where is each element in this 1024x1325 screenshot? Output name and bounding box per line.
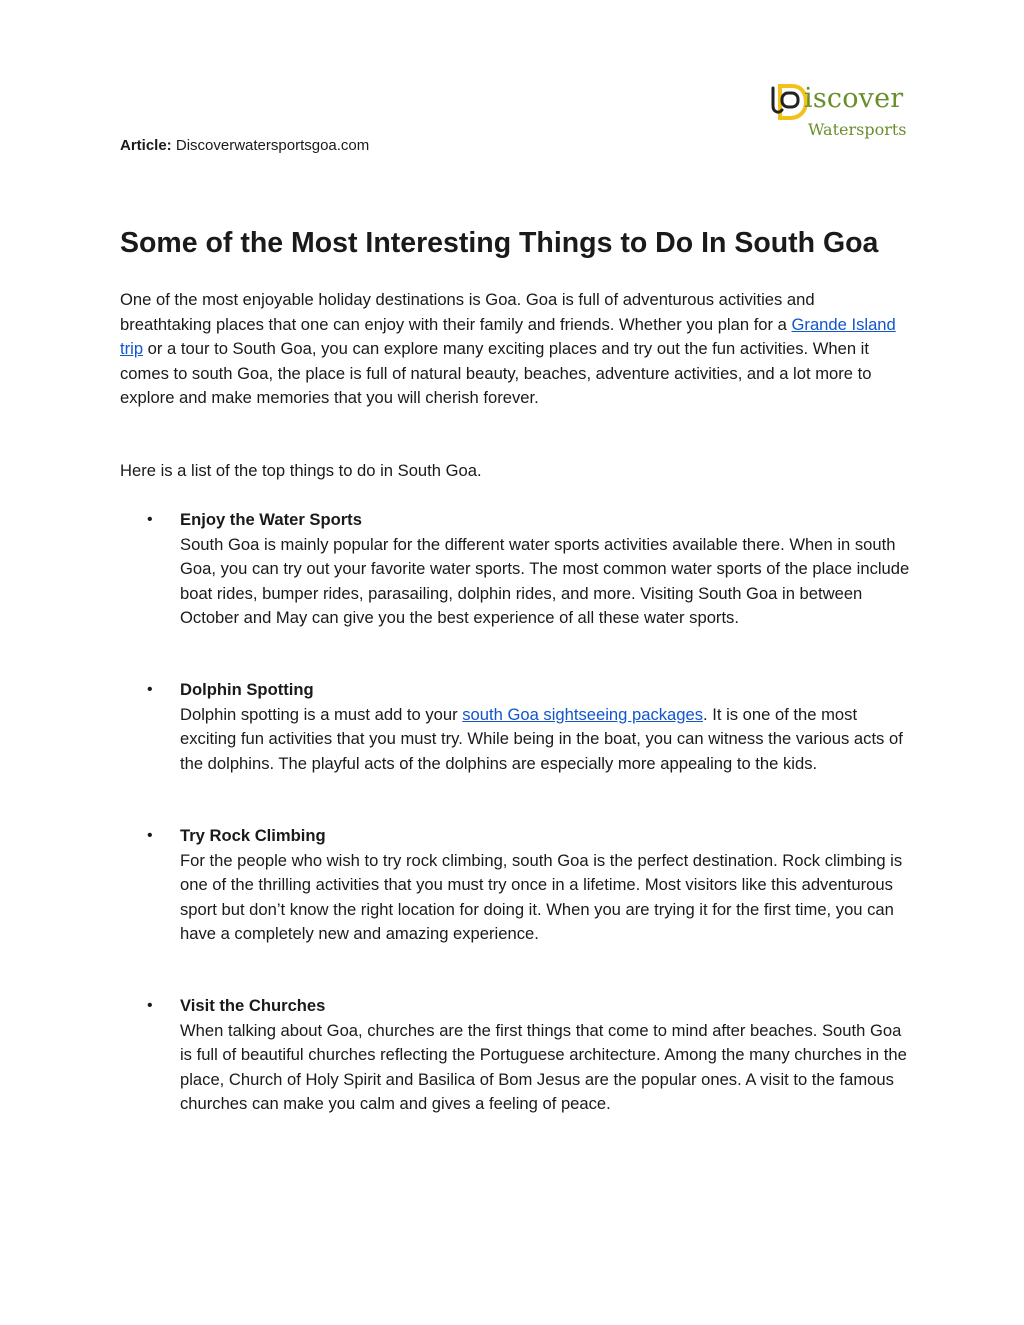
list-item	[147, 824, 915, 947]
discover-watersports-logo	[768, 82, 918, 148]
intro-text-after-link: or a tour to South Goa, you can explore many exciting places and try out the fun activities. When it comes to south Goa, the place is full of natural beauty, beaches, adventure activities, and a lot more to explore and make memories that you will cherish forever.	[120, 339, 872, 408]
list-item-text-after-link: . It is one of the most exciting fun activities that you must try. While being in the boat, you can witness the various acts of the dolphins. The playful acts of the dolphins are especially more appealing to the kids.	[180, 704, 903, 773]
list-item-text: When talking about Goa, churches are the first things that come to mind after beaches. South Goa is full of beautiful churches reflecting the Portuguese architecture. Among the many churches in the place, Church of Holy Spirit and Basilica of Bom Jesus are the popular ones. A visit to the famous churches can make you calm and gives a feeling of peace.	[180, 1020, 907, 1114]
list-item-title: Dolphin Spotting	[180, 680, 314, 699]
logo-wordmark: iscover	[804, 83, 904, 114]
list-item-text	[180, 703, 915, 777]
article-label: Article:	[120, 137, 172, 154]
list-item-text-before-link: Dolphin spotting is a must add to your	[180, 704, 463, 724]
bullet-icon: •	[147, 997, 153, 1014]
list-item-title: Enjoy the Water Sports	[180, 510, 362, 529]
bullet-icon: •	[147, 681, 153, 698]
list-item-title: Try Rock Climbing	[180, 826, 326, 845]
list-intro-paragraph: Here is a list of the top things to do in South Goa.	[120, 461, 482, 480]
list-item-text: For the people who wish to try rock climbing, south Goa is the perfect destination. Rock climbing is one of the thrilling activities that you must try once in a lifetime. Most visitors like this adventurous sport but don’t know the right location for doing it. When you are trying it for the first time, you can have a completely new and amazing experience.	[180, 850, 903, 944]
article-source: Discoverwatersportsgoa.com	[175, 137, 370, 154]
bullet-icon: •	[147, 511, 153, 528]
intro-text-before-link: One of the most enjoyable holiday destinations is Goa. Goa is full of adventurous activities and breathtaking places that one can enjoy with their family and friends. Whether you plan for a	[120, 290, 815, 334]
south-goa-sightseeing-packages-link[interactable]: south Goa sightseeing packages	[462, 704, 704, 724]
list-item	[147, 994, 915, 1117]
list-item-text: South Goa is mainly popular for the different water sports activities available there. When in south Goa, you can try out your favorite water sports. The most common water sports of the place include boat rides, bumper rides, parasailing, dolphin rides, and more. Visiting South Goa in between October and May can give you the best experience of all these water sports.	[180, 534, 910, 628]
list-item-title: Visit the Churches	[180, 996, 326, 1015]
grande-island-trip-link[interactable]: Grande Island trip	[120, 314, 896, 359]
logo-subtitle: Watersports	[808, 120, 907, 139]
list-item	[147, 678, 915, 776]
page-title: Some of the Most Interesting Things to Do In South Goa	[120, 227, 879, 259]
list-item	[147, 508, 915, 631]
intro-paragraph	[120, 288, 910, 411]
bullet-icon: •	[147, 827, 153, 844]
snorkel-mask-icon	[768, 82, 808, 122]
article-source-line	[120, 136, 369, 156]
